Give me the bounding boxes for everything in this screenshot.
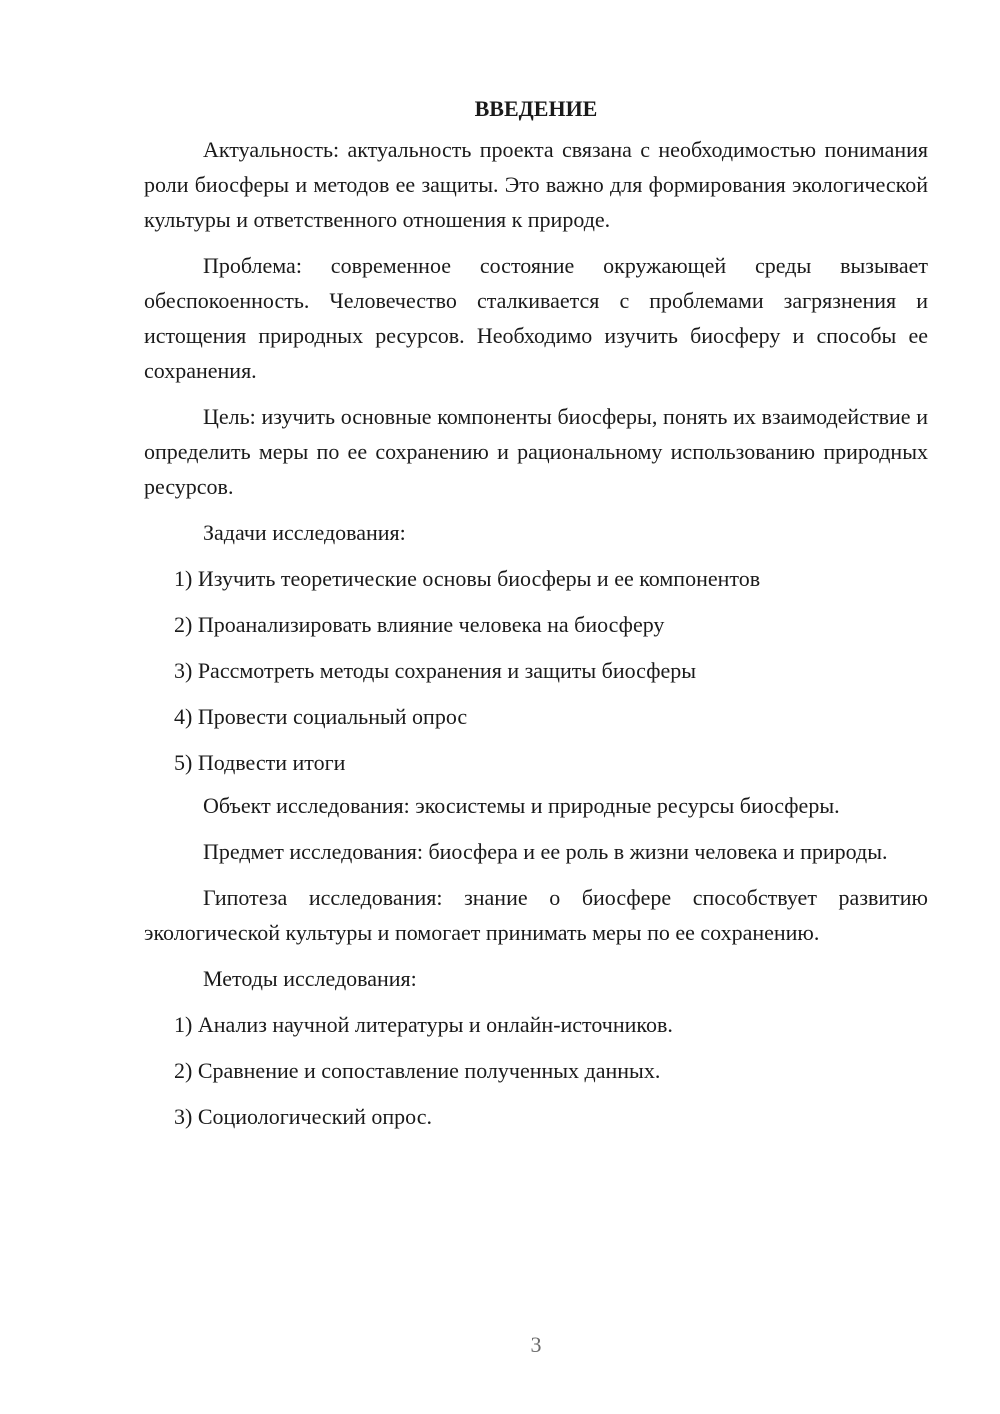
page-title: ВВЕДЕНИЕ (474, 96, 598, 121)
paragraph-relevance: Актуальность: актуальность проекта связана с необходимостью понимания роли биосферы и методов ее защиты. Это важно для формирования экологической культуры и ответственного отношения к природе. (144, 137, 928, 232)
paragraph-problem: Проблема: современное состояние окружающей среды вызывает обеспокоенность. Человечество сталкивается с проблемами загрязнения и истощения природных ресурсов. Необходимо изучить биосферу и способы ее сохранения. (144, 253, 928, 383)
page-number: 3 (530, 1332, 542, 1357)
method-item-3: 3) Социологический опрос. (174, 1104, 432, 1129)
paragraph-object: Объект исследования: экосистемы и природные ресурсы биосферы. (203, 793, 840, 818)
task-item-4: 4) Провести социальный опрос (174, 704, 468, 729)
task-item-3: 3) Рассмотреть методы сохранения и защиты биосферы (174, 658, 697, 683)
method-item-2: 2) Сравнение и сопоставление полученных данных. (174, 1058, 661, 1083)
paragraph-hypothesis: Гипотеза исследования: знание о биосфере способствует развитию экологической культуры и помогает принимать меры по ее сохранению. (144, 885, 928, 945)
task-item-5: 5) Подвести итоги (174, 750, 346, 775)
task-item-1: 1) Изучить теоретические основы биосферы и ее компонентов (174, 566, 761, 591)
paragraph-goal: Цель: изучить основные компоненты биосферы, понять их взаимодействие и определить меры по ее сохранению и рациональному использованию природных ресурсов. (144, 404, 928, 499)
tasks-heading: Задачи исследования: (203, 520, 406, 545)
page-content (144, 92, 928, 1145)
paragraph-subject: Предмет исследования: биосфера и ее роль в жизни человека и природы. (203, 839, 888, 864)
task-item-2: 2) Проанализировать влияние человека на биосферу (174, 612, 665, 637)
methods-heading: Методы исследования: (203, 966, 417, 991)
method-item-1: 1) Анализ научной литературы и онлайн-источников. (174, 1012, 673, 1037)
